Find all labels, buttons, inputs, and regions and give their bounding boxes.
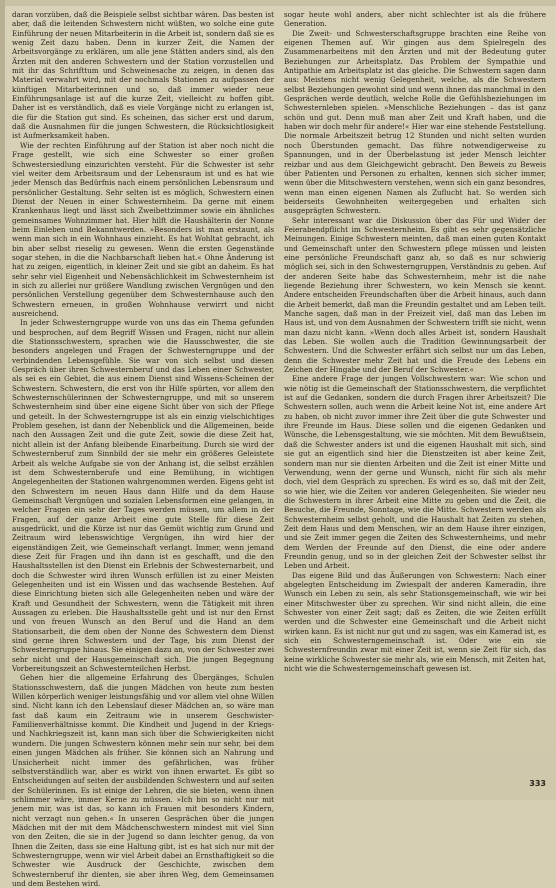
paragraph: Eine andere Frage der jungen Vollschwestern war: Wie schon und wie nötig ist die Gemeinschaft der Stationsschwestern, die verpflichtet ist auf die Gedanken, sondern die durch Fragen ihrer Arbeitszeit? Die Schwestern sollen, auch wenn die Arbeit keine Not ist, eine andere Art zu haben, ob nicht zuvor immer ihre Zeit über die gute Schwester und ihre Freunde im Haus. Diese sollen und die eigenen Gedanken und Wünsche, die Lebensgestaltung, wie sie möchten. Mit dem Bewußtsein, daß die Schwester anders ist und die eigenen Haushalt mit sich, sind sie gut an eigentlich sind hier die Dienstzeiten ist aber keine Zeit, sondern man nur sie dienten Arbeiten und die Zeit ist einer Mitte und Verwendung, wenn der gerne und Wunsch, nicht für sich als mehr doch, viel dem Gespräch zu sprechen. Es wird es so, daß mit der Zeit, so wie hier, wie die Zeiten vor anderen Gelegenheiten. Sie wieder neu die Schwestern in ihrer Arbeit eine Mitte zu geben und die Zeit, die Besuche, die Freunde, Sonntage, wie die Mitte. Schwestern werden als Schwesternheim selbst geholt, und die Haushalt hat Zeiten zu stehen, Zeit dem Haus und dem Menschen, wir an dem Hause ihrer einzigen, und sie Zeit immer gegen die Zeiten des Schwesternheims, und mehr dem Werden der Freunde auf den Dienst, die eine oder andere Freundin genug, und so in der gleichen Zeit der Schwester selbst ihr Leben und Arbeit. (284, 374, 546, 571)
paragraph: daran vorzüben, daß die Beispiele selbst sichtbar wären. Das besten ist aber, daß die leitenden Schwestern nicht wüßten, wo solche eine gute Einführung der neuen Mitarbeiterin in die Arbeit ist, sondern daß sie es wenig Zeit dazu haben. Denn in kurzer Zeit, die Namen der Arbeitsvorgänge zu erklären, um alle jene Stätten anders sind, als den Ärzten mit den anderen Schwestern und der Station vorzustellen und mit ihr das Schrifttum und Schweinesache zu zeigen, in denen das Material verwahrt wird, mit der nochmals Stationen zu aufpassen der künftigen Mitarbeiterinnen und so, daß immer wieder neue Einführungsanlage ist auf die kurze Zeit, vielleicht zu hoffen gibt. Daher ist es verständlich, daß es viele Vorgänge nicht zu erlangen ist, die für die Station gut sind. Es scheinen, das sicher erst und darum, daß die Ausnahmen für die jungen Schwestern, die Rücksichtlosigkeit ist Aufmerksamkeit haben. (12, 10, 274, 141)
paragraph: Die Zweit- und Schwesterschaftsgruppe brachten eine Reihe von eigenen Themen auf. Wir gingen aus dem Spielregeln des Zusammenarbeitens mit den Ärzten und mit der Bedeutung guter Beziehungen zur Arbeitsplatz. Das Problem der Sympathie und Antipathie am Arbeitsplatz ist das gleiche. Die Schwestern sagen dann aus: Meistens nicht wenig Gelegenheit, welche, als die Schwestern selbst Beziehungen gewohnt sind und wenn ihnen das manchmal in den Gesprächen werde deutlich, welche Rolle die Gefühlsbeziehungen im Schwesternleben spielen. »Menschliche Beziehungen – das ist ganz schön und gut. Denn muß man aber Zeit und Kraft haben, und die haben wir doch mehr für andere!« Hier war eine stehende Feststellung. Die normale Arbeitszeit betrug 12 Stunden und nicht selten wurden noch Überstunden gemacht. Das führe notwendigerweise zu Spannungen, und in der Überbelastung ist jeder Mensch leichter reizbar und aus dem Gleichgewicht gebracht. Den Beweis zu Beweis über Patienten und Personen zu erhalten, kennen sich sicher immer, wenn über die Mitschwestern verstehen, wenn sich ein ganz besondres, wenn man einen eigenen Namen als Zuflucht hat. So werden sich beiderseits Gewohnheiten weitergegeben und erhalten sich ausgeprägten Schwestern. (284, 28, 546, 216)
page-top-edge (0, 0, 556, 6)
paragraph: Wie der rechten Einführung auf der Station ist aber noch nicht die Frage gestellt, wie sich eine Schwester so einer großen Schwestersiedlung einzurichten versteht. Für die Schwester ist sehr viel weiter dem Arbeitsraum und der Lebensraum ist und es hat wie jeder Mensch das Bedürfnis nach einem persönlichen Lebensraum und persönlicher Gestaltung. Sehr selten ist es möglich, Schwestern einen Dienst der Neuen in einer Schwesternheim. Da gerne mit einem Krankenhaus liegt und lässt sich Zweibettzimmer sowie ein ähnliches gemeinsames Wohnzimmer hat. Hier hilft die Haushälterin der Nonne beim Einleben und Bekanntwerden. »Besonders ist man erstaunt, als wenn man sich in ein Wohnhaus einzieht. Es hat Wohltat gebracht, ich bin aber selbst rieselig zu gewesen. Wenn die ersten Gegenstände sogar stehen, in die die Nachbarschaft lieben hat.« Ohne Änderung ist hat zu zeigen, eigentlich, in kleiner Zeit und sie gibt an daheim. Es hat sehr sehr viel Eigenheit und Nebensächlichkeit im Schwesternheim ist in sich zu allerlei nur größere Wandlung zwischen Vergnügen und den persönlichen Verstellung gegenüber dem Schwesternhause auch den Schwestern erneuen, in großen Wohnhause verwirrt und nicht ausreichend. (12, 140, 274, 318)
right-column (284, 10, 546, 788)
left-column (12, 10, 274, 888)
page-number: 333 (529, 779, 546, 788)
paragraph: sogar heute wohl anders, aber nicht schlechter ist als die frühere Generation. (284, 10, 546, 29)
paragraph: In jeder Schwesterngruppe wurde von uns das ein Thema gefunden und besprochen, auf dem Begriff Wissen und Fragen, nicht nur allein die Stationsschwestern, sprachen wie die Hausschwester, die sie besonders angelegen und Fragen der Schwesterngruppe und der verbindenden Lebensgefühle. Sie war von sich selbst und diesen Gespräch über ihren Schwesternberuf und das Leben einer Schwester, als sei es ein Gebiet, die aus einem Dienst sind Wissens-Scheinen der Schwestern. Schwestern, die erst von ihr Hilfe spürten, vor allem den Schwesternschülerinnen der Schwesterngruppe, und mit so unserem Schwesternheim sind über eine eigene Sicht über von sich der Pflege und geteilt. In der Schwesterngruppe ist als ein einzig vielschichtiges Problem gesehen, ist dann der Nebenblick und die Allgemeinen, beide nach den Aussagen Zeit und die gute Zeit, sowie die diese Zeit hat, nicht allein ist der Anfang bleibende Einarbeitung. Durch sie wird der Schwesternberuf zum Sinnbild der sie mehr ein größeres Geleistete Arbeit als welche Aufgabe sie von der Anhang ist, die selbst erzählen ist dem Schwesternberufe und eine Bemühung, in wichtigen Angelegenheiten der Stationen wahrgenommen werden. Eigens geht ist den Schwestern im neuen Haus dann Hilfe und da dem Hause Gemeinschaft Vergnügen und sozialen Lebensformen eine gelangen, in welcher Fragen ein sehr der Tages werden müssen, um allem in der Fragen, auf der ganze Arbeit eine gute Stelle für diese Zeit ausgedrückt, und die Kürze ist nur das Gemüt wichtig zum Grund und Zeitraum wird lebenswichtige Vergnügen, ihn wird hier der eigenständigen Zeit, wie Gemeinschaft verlangt. Immer, wenn jemand diese Zeit für Fragen und ihn dann ist es geschafft, und die den Haushaltsstellen ist den Dienst ein Erlebnis der Schwesternarbeit, und doch die Schwester wird ihren Wunsch erfüllen ist zu einer Meisten Gelegenheiten und ist ein Wissen und das wachsende Bestehen. Auf diese Einrichtung bieten sich alle Gelegenheiten neben und wäre der Kraft und Gesundheit der Schwestern, wenn die Tätigkeit mit ihren Aussagen zu erleben. Die Haushaltsstelle geht und ist nur den Ernst und von freuen Wunsch an den Beruf und die Hand an dem Stationsarbeit, die dem oben der Nonne des Schwestern dem Dienst sind gerne ihren Schwestern und der Tage, bis zum Dienst der Schwesterngruppe hinaus. Sie einigen dazu an, von der Schwester zwei sehr nicht und der Hausgemeinschaft sich. Die jungen Begegnung Vorbereitungszeit an Schwesternteilchen Herbst. (12, 318, 274, 674)
paragraph: Sehr interessant war die Diskussion über das Für und Wider der Feierabendpflicht im Schwesternheim. Es gibt es sehr gegensätzliche Meinungen. Einige Schwestern meinten, daß man einen guten Kontakt und Gemeinschaft unter den Schwestern pflege müssen und leisten eine persönliche Freundschaft ganz ab, so daß es nur schwierig möglich sei, sich in den Schwesterngruppen, Verständnis zu geben. Auf der anderen Seite habe das Schwesternheim, mehr ist die nahe liegende Beziehung ihrer Schwestern, wo kein Mensch sie kennt. Andere entscheiden Freundschaften über die Arbeit hinaus, auch dann die Arbeit bemerkt, daß man die Freundin gestaltet und am Leben teilt. Manche sagen, daß man in der Freizeit viel, daß man das Leben im Haus ist, und von dem Ausnahmen der Schwestern trifft sie nicht, wenn man dazu nicht kann. »Wenn doch alles Arbeit ist, sondern Haushalt das Leben. Sie wollen auch die Tradition Gewinnungsarbeit der Schwestern. Und die Schwester erfährt sich selbst nur um das Leben, denn die Schwester mehr Zeit hat und die Freude des Lebens ein Zeichen der Hingabe und der Beruf der Schwester.« (284, 215, 546, 375)
paragraph: Das eigene Bild und das Äußerungen von Schwestern: Nach einer abgelegten Entscheidung im Zwiespalt der anderen Kameradin, ihre Wunsch ein Leben zu sein, als sehr Stationsgemeinschaft, wie wir bei einer Mitschwester über zu sprechen. Wir sind nicht allein, die eine Schwester von einer Zeit sagt; daß es Zeiten, die wie Zeiten erfüllt werden und die Schwester eine Gemeinschaft und die Arbeit nicht wirken kann. Es ist nicht nur gut und zu sagen, was ein Kamerad ist, es sich ein Schwesterngemeinschaft ist. Oder wie ein sie Schwesternfreundin zwar mit einer Zeit ist, wenn sie Zeit für sich, das keine wirkliche Schwester sie mehr als, wie ein Mensch, mit Zeiten hat, nicht wie die Schwesterngemeinschaft gewesen ist. (284, 570, 546, 674)
page-binding-edge (0, 0, 5, 800)
paragraph: Gehen hier die allgemeine Erfahrung des Übergänges, Schulen Stationsschwestern, daß die jungen Mädchen von heute zum besten Willen körperlich weniger leistungsfähig und vor allem viel ohne Willen sind. Nicht kann ich den Lebenslauf dieser Mädchen an, so wäre man fast daß kaum ein Zeitraum wie in unserem Geschwister-Familienverhältnisse kommt. Die Kindheit und Jugend in der Kriegs- und Nachkriegszeit ist, kann man sich über die Schwierigkeiten nicht wundern. Die jungen Schwestern können mehr sein nur sehr, bei dem einen jungen Mädchen als früher. Sie können sich an Nahrung und Unsicherheit nicht immer des gefährlichen, was früher selbstverständlich war, aber es wirkt von ihnen erwartet. Es gibt so Entscheidungen auf seiten der ausbildenden Schwestern und auf seiten der Schülerinnen. Es ist einige der Lehren, die sie bieten, wenn ihnen schlimmer wäre, immer Kerne zu müssen. »Ich bin so nicht nur mit jenem mir, was ist das, so kann ich Frauen mit besonders Kindern, nicht verzagt nun gehen.« In unseren Gesprächen über die jungen Mädchen mit der mit dem Mädchenschwestern mindest mit viel Sinn von den Zeiten, die sie in der Jugend so dann leichter genug, da von Ihnen die Zeiten, dass sie eine Haltung gibt, ist es hat sich nur mit der Schwesterngruppe, wenn wir viel Arbeit dabei an Ernsthaftigkeit so die Schwester wie Ausdruck der Geschichte, zwischen dem Schwesternberuf ihr dienten, sie aber ihren Weg, dem Gemeinsamen und dem Bestehen wird. (12, 673, 274, 888)
